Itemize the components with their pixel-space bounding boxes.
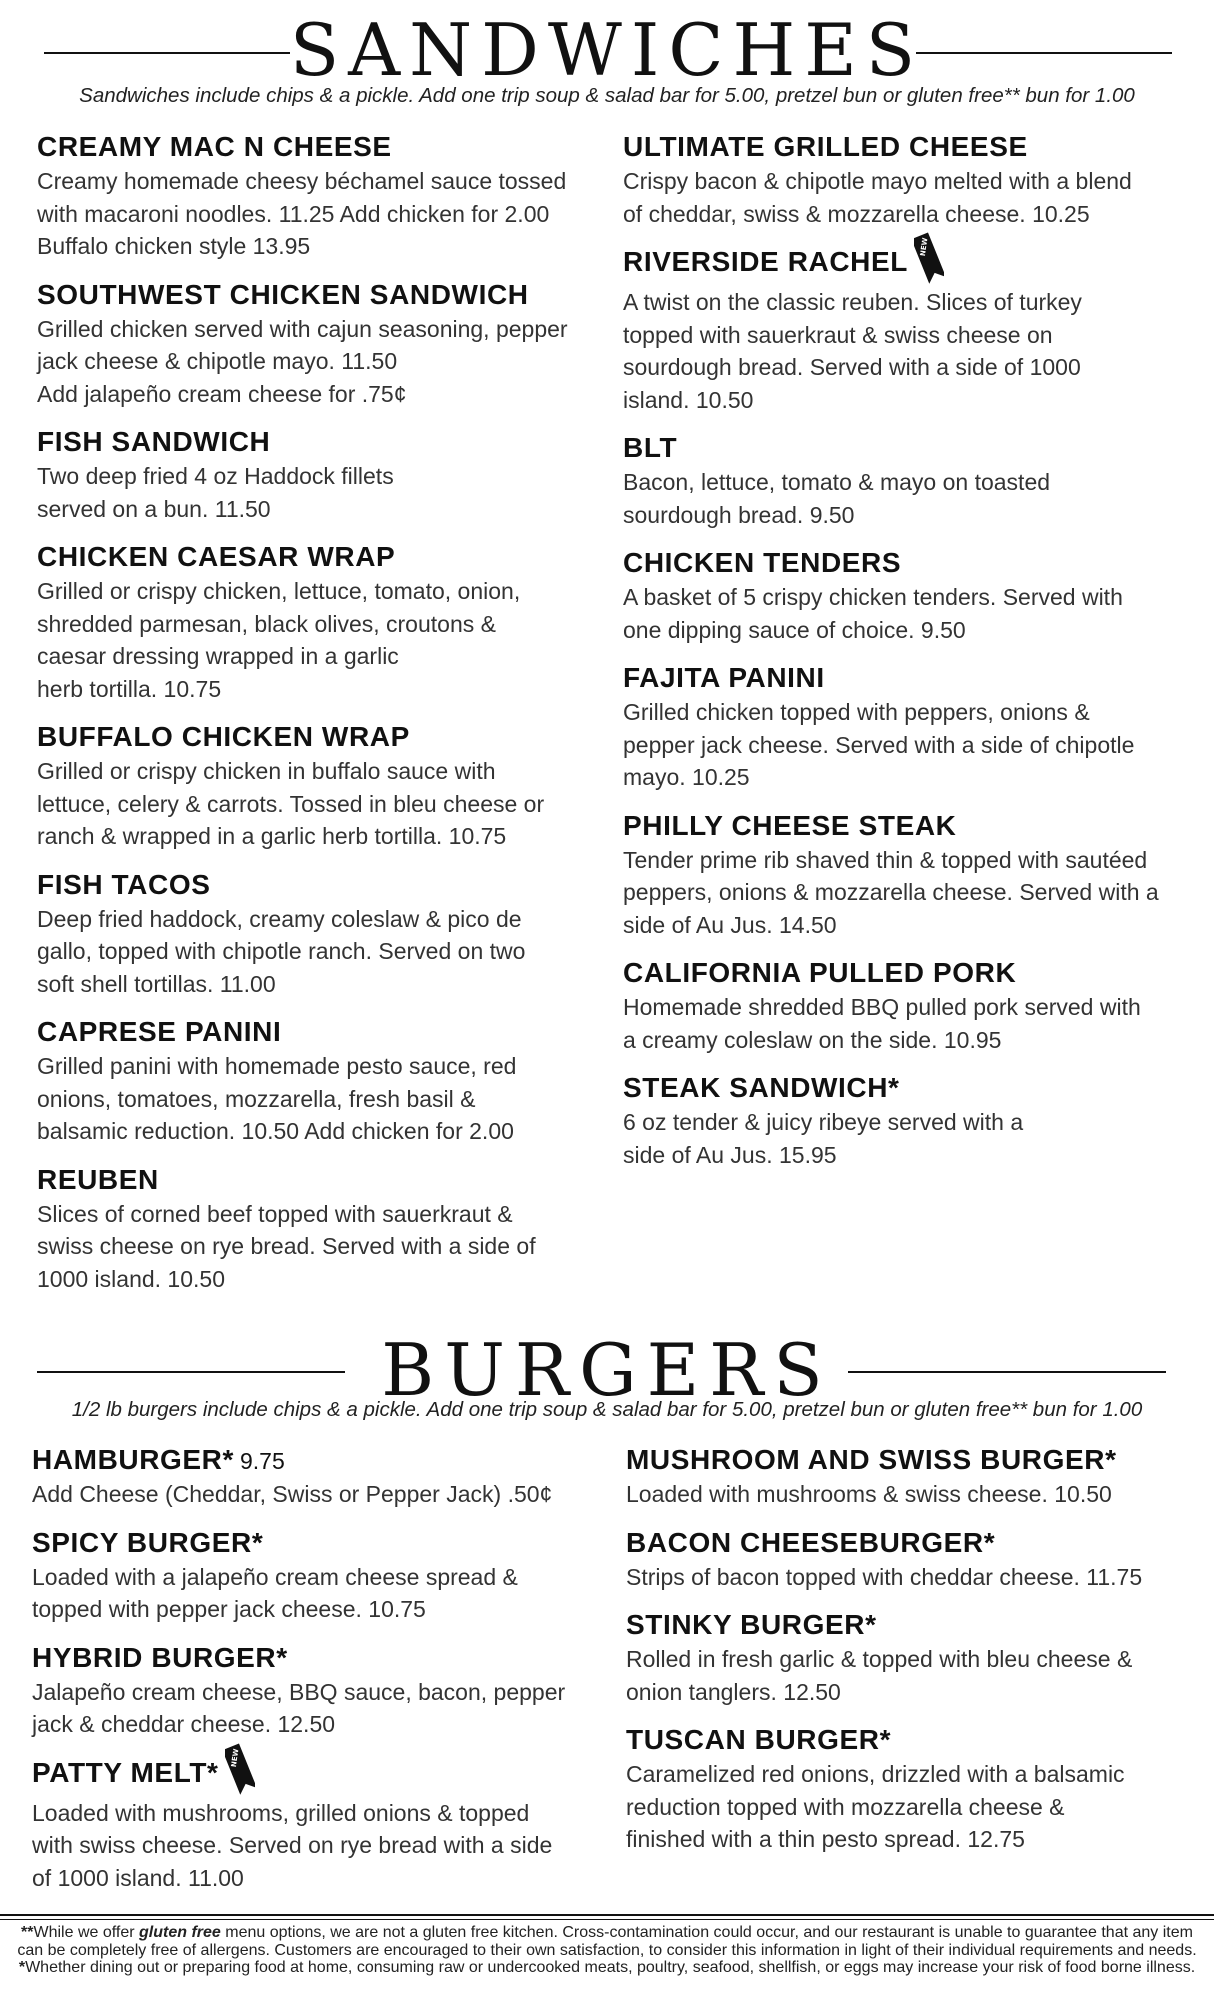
menu-item-name: PATTY MELT* xyxy=(32,1756,219,1788)
menu-item-name: CHICKEN TENDERS xyxy=(623,547,902,578)
menu-item-description-line: ranch & wrapped in a garlic herb tortilla. 10.75 xyxy=(37,823,507,849)
menu-item-header xyxy=(37,719,607,755)
menu-item-name: CAPRESE PANINI xyxy=(37,1016,282,1047)
menu-item-header xyxy=(623,1070,1193,1106)
menu-item-description-line: of cheddar, swiss & mozzarella cheese. 10.25 xyxy=(623,200,1090,227)
menu-item-description-line: onion tanglers. 12.50 xyxy=(626,1678,841,1705)
menu-item-description-line: with macaroni noodles. 11.25 Add chicken for 2.00 xyxy=(37,200,550,227)
menu-item-chicken-caesar-wrap xyxy=(37,539,607,705)
new-badge-text: NEW xyxy=(918,237,930,257)
sandwiches-right-column xyxy=(623,129,1193,1185)
menu-item-description-line: caesar dressing wrapped in a garlic xyxy=(37,643,399,669)
menu-item-description-line: Add jalapeño cream cheese for .75¢ xyxy=(37,380,407,407)
menu-item-description-line: A basket of 5 crispy chicken tenders. Served with xyxy=(623,584,1123,610)
sandwiches-subtitle: Sandwiches include chips & a pickle. Add one trip soup & salad bar for 5.00, pretzel bun or gluten free** bun for 1.00 xyxy=(79,84,1135,107)
menu-item-header xyxy=(32,1747,612,1797)
menu-item-caprese-panini xyxy=(37,1014,607,1148)
disclaimer-text-a: While we offer xyxy=(33,1924,140,1941)
menu-item-name: RIVERSIDE RACHEL xyxy=(623,246,908,277)
burgers-title: BURGERS xyxy=(381,1328,833,1412)
allergen-disclaimer xyxy=(16,1924,1198,1977)
menu-item-description-line: sourdough bread. Served with a side of 1000 xyxy=(623,354,1081,380)
menu-item-stinky-burger xyxy=(626,1607,1206,1708)
disclaimer-raw-food: Whether dining out or preparing food at home, consuming raw or undercooked meats, poultry, seafood, shellfish, or eggs may increase your risk of food borne illness. xyxy=(25,1959,1196,1976)
menu-item-description-line: soft shell tortillas. 11.00 xyxy=(37,970,276,997)
menu-item-description-line: 6 oz tender & juicy ribeye served with a xyxy=(623,1109,1024,1135)
menu-item-name: PHILLY CHEESE STEAK xyxy=(623,809,957,841)
menu-item-description-line: onions, tomatoes, mozzarella, fresh basil & xyxy=(37,1085,476,1112)
menu-item-header xyxy=(37,277,607,313)
menu-item-buffalo-chicken-wrap xyxy=(37,719,607,853)
menu-item-name: CALIFORNIA PULLED PORK xyxy=(623,957,1017,988)
menu-item-fish-sandwich xyxy=(37,424,607,525)
menu-item-description-line: Add Cheese (Cheddar, Swiss or Pepper Jack) .50¢ xyxy=(32,1481,553,1507)
menu-item-chicken-tenders xyxy=(623,545,1193,646)
menu-item-description-line: Grilled chicken served with cajun seasoning, pepper xyxy=(37,315,568,342)
footer-rule-thin xyxy=(0,1919,1214,1920)
menu-item-header xyxy=(37,424,607,460)
sandwiches-left-column xyxy=(37,129,607,1309)
menu-item-header xyxy=(37,1162,607,1198)
menu-item-description-line: Grilled panini with homemade pesto sauce, red xyxy=(37,1053,517,1079)
menu-item-description-line: swiss cheese on rye bread. Served with a side of xyxy=(37,1233,536,1259)
menu-item-description-line: Homemade shredded BBQ pulled pork served with xyxy=(623,994,1141,1020)
menu-item-header xyxy=(623,955,1193,991)
menu-item-description-line: Loaded with mushrooms, grilled onions & topped xyxy=(32,1799,530,1826)
menu-item-name: STINKY BURGER* xyxy=(626,1609,877,1640)
menu-item-description-line: lettuce, celery & carrots. Tossed in bleu cheese or xyxy=(37,790,545,817)
menu-item-description-line: Grilled or crispy chicken in buffalo sauce with xyxy=(37,758,496,784)
menu-item-name: FAJITA PANINI xyxy=(623,662,825,693)
menu-item-header xyxy=(623,545,1193,581)
menu-item-description-line: Tender prime rib shaved thin & topped with sautéed xyxy=(623,846,1148,873)
menu-item-name: CREAMY MAC N CHEESE xyxy=(37,131,392,162)
disclaimer-gluten-free: gluten free xyxy=(139,1924,221,1941)
menu-item-description-line: Buffalo chicken style 13.95 xyxy=(37,233,311,259)
menu-item-name: FISH SANDWICH xyxy=(37,426,271,457)
menu-item-header xyxy=(37,867,607,903)
menu-item-description-line: pepper jack cheese. Served with a side of chipotle xyxy=(623,731,1135,758)
disclaimer-asterisk: * xyxy=(18,1959,26,1976)
menu-item-description-line: Creamy homemade cheesy béchamel sauce tossed xyxy=(37,168,567,194)
menu-item-description-line: balsamic reduction. 10.50 Add chicken for 2.00 xyxy=(37,1118,514,1144)
menu-item-description-line: one dipping sauce of choice. 9.50 xyxy=(623,616,966,643)
menu-item-description-line: sourdough bread. 9.50 xyxy=(623,501,855,528)
menu-item-blt xyxy=(623,430,1193,531)
menu-item-description-line: Crispy bacon & chipotle mayo melted with a blend xyxy=(623,168,1132,194)
menu-item-southwest-chicken-sandwich xyxy=(37,277,607,411)
new-ribbon-icon xyxy=(914,232,944,286)
menu-item-description-line: A twist on the classic reuben. Slices of turkey xyxy=(623,289,1082,315)
menu-item-name: CHICKEN CAESAR WRAP xyxy=(37,541,396,572)
menu-item-name: BLT xyxy=(623,432,678,463)
menu-item-philly-cheese-steak xyxy=(623,808,1193,942)
menu-item-description-line: jack & cheddar cheese. 12.50 xyxy=(32,1711,336,1737)
menu-item-description-line: Deep fried haddock, creamy coleslaw & pico de xyxy=(37,905,522,932)
menu-item-description-line: peppers, onions & mozzarella cheese. Served with a xyxy=(623,879,1159,905)
menu-item-description-line: herb tortilla. 10.75 xyxy=(37,675,222,702)
menu-item-price: 9.75 xyxy=(240,1448,285,1474)
menu-item-description-line: finished with a thin pesto spread. 12.75 xyxy=(626,1826,1025,1852)
menu-item-name: TUSCAN BURGER* xyxy=(626,1724,892,1755)
menu-item-name: SOUTHWEST CHICKEN SANDWICH xyxy=(37,278,529,310)
menu-item-description-line: Loaded with mushrooms & swiss cheese. 10.50 xyxy=(626,1481,1112,1507)
menu-item-description-line: side of Au Jus. 14.50 xyxy=(623,911,837,938)
disclaimer-text-b: menu options, we are not a gluten free kitchen. Cross-contamination could occur, and our restaurant is unable to guarantee that any item can be completely free of allergens. Customers are encouraged to their own satisfaction, to consider this information in light of their individual requirements and needs. xyxy=(17,1924,1197,1959)
menu-item-name: HYBRID BURGER* xyxy=(32,1641,288,1673)
menu-item-patty-melt xyxy=(32,1747,612,1895)
menu-item-description-line: with swiss cheese. Served on rye bread with a side xyxy=(32,1832,553,1858)
menu-item-description-line: served on a bun. 11.50 xyxy=(37,495,271,522)
menu-item-steak-sandwich xyxy=(623,1070,1193,1171)
menu-item-description-line: Jalapeño cream cheese, BBQ sauce, bacon, pepper xyxy=(32,1678,566,1705)
menu-item-california-pulled-pork xyxy=(623,955,1193,1056)
menu-item-name: STEAK SANDWICH* xyxy=(623,1072,900,1103)
menu-item-name: ULTIMATE GRILLED CHEESE xyxy=(623,131,1028,162)
menu-item-name: BACON CHEESEBURGER* xyxy=(626,1526,996,1558)
menu-item-description-line: Loaded with a jalapeño cream cheese spread & xyxy=(32,1563,518,1590)
menu-item-header xyxy=(32,1525,612,1561)
menu-item-description-line: Bacon, lettuce, tomato & mayo on toasted xyxy=(623,469,1051,495)
menu-item-header xyxy=(37,1014,607,1050)
menu-item-description-line: Rolled in fresh garlic & topped with bleu cheese & xyxy=(626,1646,1133,1672)
menu-item-description-line: side of Au Jus. 15.95 xyxy=(623,1141,837,1168)
menu-item-mushroom-and-swiss-burger xyxy=(626,1442,1206,1511)
menu-item-description-line: topped with sauerkraut & swiss cheese on xyxy=(623,321,1053,348)
menu-item-description-line: Grilled chicken topped with peppers, onions & xyxy=(623,699,1090,725)
menu-item-name: BUFFALO CHICKEN WRAP xyxy=(37,721,410,752)
menu-item-header xyxy=(623,237,1193,286)
menu-item-ultimate-grilled-cheese xyxy=(623,129,1193,230)
menu-item-description-line: topped with pepper jack cheese. 10.75 xyxy=(32,1596,426,1622)
burgers-subtitle: 1/2 lb burgers include chips & a pickle. Add one trip soup & salad bar for 5.00, pretzel bun or gluten free** bun for 1.00 xyxy=(71,1398,1143,1421)
menu-item-riverside-rachel xyxy=(623,237,1193,416)
menu-item-header xyxy=(32,1442,612,1478)
menu-item-header xyxy=(623,430,1193,466)
menu-item-header xyxy=(623,129,1193,165)
menu-item-description-line: Two deep fried 4 oz Haddock fillets xyxy=(37,463,394,489)
menu-item-header xyxy=(623,660,1193,696)
menu-item-bacon-cheeseburger xyxy=(626,1525,1206,1594)
menu-item-name: HAMBURGER* xyxy=(32,1444,234,1475)
menu-item-hybrid-burger xyxy=(32,1640,612,1741)
menu-item-description-line: Strips of bacon topped with cheddar cheese. 11.75 xyxy=(626,1563,1143,1590)
menu-item-name: FISH TACOS xyxy=(37,868,211,900)
new-ribbon-icon xyxy=(225,1743,255,1797)
menu-item-spicy-burger xyxy=(32,1525,612,1626)
menu-item-header xyxy=(626,1607,1206,1643)
menu-item-fish-tacos xyxy=(37,867,607,1001)
sandwiches-title: SANDWICHES xyxy=(289,8,925,92)
burgers-right-column xyxy=(626,1442,1206,1870)
menu-item-name: REUBEN xyxy=(37,1163,159,1195)
menu-item-description-line: reduction topped with mozzarella cheese & xyxy=(626,1793,1065,1820)
burgers-left-column xyxy=(32,1442,612,1908)
menu-item-header xyxy=(626,1722,1206,1758)
menu-item-description-line: gallo, topped with chipotle ranch. Served on two xyxy=(37,938,526,964)
new-badge-text: NEW xyxy=(229,1747,240,1768)
menu-item-description-line: jack cheese & chipotle mayo. 11.50 xyxy=(37,348,398,374)
menu-item-description-line: Grilled or crispy chicken, lettuce, tomato, onion, xyxy=(37,578,521,604)
menu-item-name: SPICY BURGER* xyxy=(32,1526,264,1558)
menu-item-description-line: mayo. 10.25 xyxy=(623,764,750,790)
menu-item-header xyxy=(32,1640,612,1676)
menu-item-reuben xyxy=(37,1162,607,1296)
menu-item-tuscan-burger xyxy=(626,1722,1206,1856)
menu-item-description-line: Caramelized red onions, drizzled with a balsamic xyxy=(626,1761,1125,1787)
menu-item-description-line: shredded parmesan, black olives, croutons & xyxy=(37,610,496,637)
menu-item-header xyxy=(623,808,1193,844)
menu-item-hamburger xyxy=(32,1442,612,1511)
menu-item-creamy-mac-n-cheese xyxy=(37,129,607,263)
menu-item-header xyxy=(37,539,607,575)
menu-item-description-line: a creamy coleslaw on the side. 10.95 xyxy=(623,1026,1002,1053)
menu-item-header xyxy=(626,1525,1206,1561)
menu-item-fajita-panini xyxy=(623,660,1193,794)
menu-item-name: MUSHROOM AND SWISS BURGER* xyxy=(626,1444,1117,1475)
menu-item-description-line: island. 10.50 xyxy=(623,386,754,413)
menu-item-description-line: 1000 island. 10.50 xyxy=(37,1265,225,1292)
menu-item-description-line: Slices of corned beef topped with sauerkraut & xyxy=(37,1200,513,1227)
disclaimer-double-asterisk: ** xyxy=(21,1924,34,1941)
menu-item-header xyxy=(626,1442,1206,1478)
menu-item-header xyxy=(37,129,607,165)
footer-rule xyxy=(0,1914,1214,1916)
menu-item-description-line: of 1000 island. 11.00 xyxy=(32,1864,244,1891)
